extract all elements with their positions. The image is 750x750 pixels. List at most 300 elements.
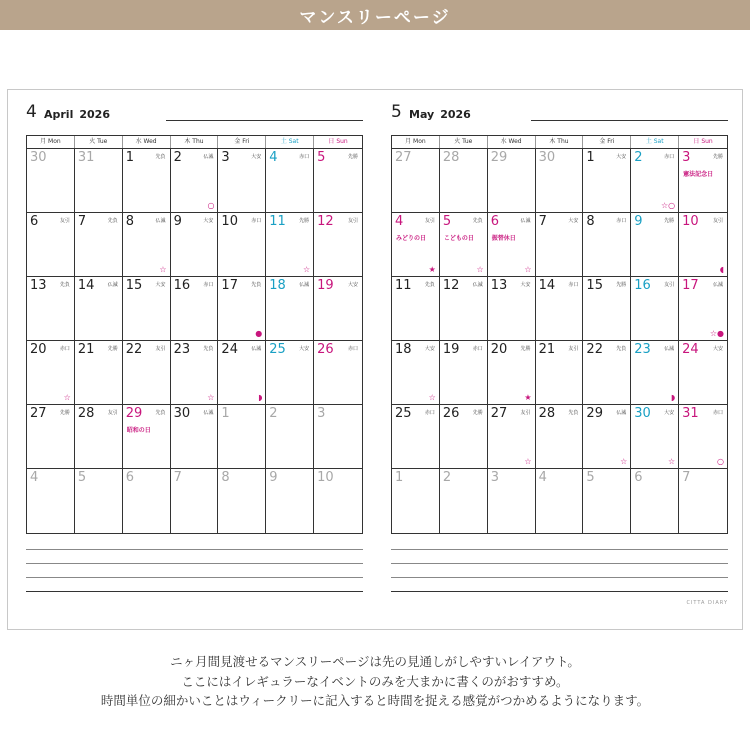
rokuyo-label: 仏滅 bbox=[107, 282, 118, 288]
rokuyo-label: 仏滅 bbox=[712, 282, 723, 288]
day-cell[interactable] bbox=[218, 149, 266, 213]
day-cell[interactable] bbox=[488, 341, 536, 405]
day-number: 6 bbox=[125, 470, 134, 485]
day-cell[interactable] bbox=[392, 341, 440, 405]
day-number: 31 bbox=[77, 150, 95, 165]
day-number: 30 bbox=[634, 406, 651, 421]
day-cell[interactable] bbox=[123, 213, 171, 277]
day-number: 23 bbox=[634, 342, 651, 357]
rokuyo-label: 友引 bbox=[664, 282, 675, 288]
day-cell[interactable] bbox=[583, 405, 631, 469]
day-cell[interactable] bbox=[27, 149, 75, 213]
moon-phase-mark: ◖ bbox=[719, 265, 724, 274]
day-cell[interactable] bbox=[631, 213, 679, 277]
rokuyo-label: 先負 bbox=[424, 282, 435, 288]
rokuyo-label: 友引 bbox=[59, 218, 70, 224]
rokuyo-label: 赤口 bbox=[203, 282, 214, 288]
day-number: 20 bbox=[30, 342, 47, 357]
day-cell[interactable] bbox=[171, 149, 219, 213]
rokuyo-label: 仏滅 bbox=[251, 346, 262, 352]
rokuyo-label: 先勝 bbox=[664, 218, 675, 224]
weekday-label: 月 Mon bbox=[27, 136, 75, 148]
day-number: 16 bbox=[634, 278, 651, 293]
day-number: 7 bbox=[173, 470, 182, 485]
day-cell[interactable] bbox=[440, 341, 488, 405]
weekday-label: 木 Thu bbox=[171, 136, 219, 148]
day-number: 9 bbox=[173, 214, 182, 229]
day-cell[interactable] bbox=[218, 277, 266, 341]
day-cell[interactable] bbox=[583, 213, 631, 277]
day-cell[interactable] bbox=[27, 469, 75, 533]
day-number: 4 bbox=[269, 150, 278, 165]
day-number: 12 bbox=[442, 278, 460, 293]
day-number: 30 bbox=[173, 406, 191, 421]
day-number: 21 bbox=[77, 342, 95, 357]
weekday-header bbox=[391, 135, 728, 149]
rokuyo-label: 仏滅 bbox=[520, 218, 531, 224]
moon-phase-mark: ☆ bbox=[667, 457, 676, 466]
rokuyo-label: 先勝 bbox=[616, 282, 627, 288]
rokuyo-label: 先負 bbox=[251, 282, 262, 288]
rokuyo-label: 赤口 bbox=[472, 346, 483, 352]
month-year: 2026 bbox=[440, 108, 471, 121]
day-number: 3 bbox=[490, 470, 499, 485]
day-number: 25 bbox=[269, 342, 286, 357]
day-number: 2 bbox=[173, 150, 182, 165]
rokuyo-label: 赤口 bbox=[424, 410, 435, 416]
day-number: 29 bbox=[125, 406, 143, 421]
day-cell[interactable] bbox=[488, 149, 536, 213]
day-number: 13 bbox=[30, 278, 47, 293]
rokuyo-label: 仏滅 bbox=[203, 154, 214, 160]
day-cell[interactable] bbox=[75, 213, 123, 277]
day-number: 22 bbox=[586, 342, 603, 357]
day-number: 30 bbox=[538, 150, 556, 165]
rokuyo-label: 赤口 bbox=[712, 410, 723, 416]
rokuyo-label: 先負 bbox=[107, 218, 118, 224]
month-year: 2026 bbox=[79, 108, 110, 121]
moon-phase-mark: ◗ bbox=[258, 393, 263, 402]
rokuyo-label: 先負 bbox=[568, 410, 579, 416]
day-cell[interactable] bbox=[536, 405, 584, 469]
day-number: 8 bbox=[586, 214, 595, 229]
day-cell[interactable] bbox=[314, 469, 362, 533]
day-cell[interactable] bbox=[75, 149, 123, 213]
caption-line-3: 時間単位の細かいことはウィークリーに記入すると時間を捉える感覚がつかめるようになります。 bbox=[100, 693, 650, 708]
day-cell[interactable] bbox=[583, 469, 631, 533]
header-title: マンスリーページ bbox=[299, 7, 451, 28]
day-number: 13 bbox=[490, 278, 508, 293]
day-cell[interactable] bbox=[392, 277, 440, 341]
day-cell[interactable] bbox=[123, 277, 171, 341]
rokuyo-label: 友引 bbox=[155, 346, 166, 352]
day-cell[interactable] bbox=[536, 213, 584, 277]
calendar-days bbox=[391, 149, 728, 534]
holiday-label: 憲法記念日 bbox=[683, 171, 714, 178]
day-number: 14 bbox=[77, 278, 95, 293]
day-cell[interactable] bbox=[536, 277, 584, 341]
day-number: 5 bbox=[442, 214, 452, 229]
day-number: 24 bbox=[682, 342, 699, 357]
holiday-label: こどもの日 bbox=[443, 235, 474, 242]
day-number: 15 bbox=[586, 278, 603, 293]
day-number: 1 bbox=[586, 150, 595, 165]
rokuyo-label: 赤口 bbox=[568, 282, 579, 288]
day-cell[interactable] bbox=[679, 149, 727, 213]
day-cell[interactable] bbox=[583, 277, 631, 341]
day-number: 27 bbox=[395, 150, 412, 165]
day-cell[interactable] bbox=[440, 277, 488, 341]
month-title-rule bbox=[531, 120, 728, 121]
rokuyo-label: 大安 bbox=[712, 346, 723, 352]
day-cell[interactable] bbox=[631, 469, 679, 533]
rokuyo-label: 友引 bbox=[347, 218, 358, 224]
month-may bbox=[391, 102, 728, 485]
note-line bbox=[26, 591, 363, 592]
month-name-text: April bbox=[44, 108, 74, 121]
moon-phase-mark: ○ bbox=[717, 457, 724, 466]
day-cell[interactable] bbox=[536, 469, 584, 533]
rokuyo-label: 大安 bbox=[155, 282, 166, 288]
note-line bbox=[26, 577, 363, 578]
day-cell[interactable] bbox=[314, 341, 362, 405]
rokuyo-label: 赤口 bbox=[251, 218, 262, 224]
rokuyo-label: 大安 bbox=[664, 410, 675, 416]
day-number: 25 bbox=[395, 406, 412, 421]
day-number: 5 bbox=[77, 470, 87, 485]
day-number: 26 bbox=[317, 342, 334, 357]
moon-phase-mark: ★ bbox=[524, 393, 532, 402]
moon-phase-mark: ☆ bbox=[476, 265, 484, 274]
monthly-spread bbox=[7, 89, 743, 630]
day-number: 23 bbox=[173, 342, 191, 357]
day-cell[interactable] bbox=[171, 213, 219, 277]
day-cell[interactable] bbox=[218, 405, 266, 469]
caption-line-1: ニヶ月間見渡せるマンスリーページは先の見通しがしやすいレイアウト。 bbox=[170, 654, 580, 669]
moon-phase-mark: ◗ bbox=[670, 393, 676, 402]
day-number: 1 bbox=[125, 150, 134, 165]
day-number: 17 bbox=[682, 278, 699, 293]
rokuyo-label: 大安 bbox=[568, 218, 579, 224]
day-number: 16 bbox=[173, 278, 191, 293]
day-cell[interactable] bbox=[679, 277, 727, 341]
day-cell[interactable] bbox=[488, 469, 536, 533]
day-cell[interactable] bbox=[266, 469, 314, 533]
rokuyo-label: 仏滅 bbox=[299, 282, 310, 288]
moon-phase-mark: ☆● bbox=[709, 329, 724, 338]
day-cell[interactable] bbox=[75, 469, 123, 533]
day-cell[interactable] bbox=[218, 341, 266, 405]
day-number: 19 bbox=[317, 278, 334, 293]
day-cell[interactable] bbox=[75, 277, 123, 341]
day-number: 28 bbox=[442, 150, 460, 165]
rokuyo-label: 仏滅 bbox=[472, 282, 483, 288]
rokuyo-label: 友引 bbox=[107, 410, 118, 416]
day-cell[interactable] bbox=[266, 341, 314, 405]
rokuyo-label: 先負 bbox=[155, 154, 166, 160]
day-cell[interactable] bbox=[631, 149, 679, 213]
rokuyo-label: 友引 bbox=[520, 410, 531, 416]
rokuyo-label: 赤口 bbox=[299, 154, 310, 160]
moon-phase-mark: ☆○ bbox=[660, 201, 676, 210]
day-cell[interactable] bbox=[314, 213, 362, 277]
weekday-label: 水 Wed bbox=[123, 136, 171, 148]
day-number: 5 bbox=[317, 150, 326, 165]
day-number: 4 bbox=[30, 470, 39, 485]
day-number: 10 bbox=[317, 470, 334, 485]
rokuyo-label: 大安 bbox=[299, 346, 310, 352]
weekday-label: 日 Sun bbox=[693, 138, 713, 145]
day-number: 9 bbox=[269, 470, 278, 485]
weekday-label: 日 Sun bbox=[328, 138, 348, 145]
moon-phase-mark: ☆ bbox=[63, 393, 71, 402]
rokuyo-label: 大安 bbox=[616, 154, 627, 160]
weekday-label: 金 Fri bbox=[218, 136, 266, 148]
weekday-label: 火 Tue bbox=[75, 136, 123, 148]
rokuyo-label: 先負 bbox=[472, 218, 483, 224]
month-name bbox=[409, 108, 471, 121]
day-number: 10 bbox=[682, 214, 699, 229]
moon-phase-mark: ● bbox=[255, 329, 263, 338]
month-header bbox=[26, 102, 363, 126]
day-number: 29 bbox=[586, 406, 603, 421]
day-number: 28 bbox=[77, 406, 95, 421]
day-cell[interactable] bbox=[75, 405, 123, 469]
day-cell[interactable] bbox=[392, 405, 440, 469]
note-line bbox=[26, 563, 363, 564]
day-cell[interactable] bbox=[631, 341, 679, 405]
day-cell[interactable] bbox=[679, 341, 727, 405]
rokuyo-label: 仏滅 bbox=[664, 346, 675, 352]
rokuyo-label: 大安 bbox=[347, 282, 358, 288]
day-cell[interactable] bbox=[266, 149, 314, 213]
day-cell[interactable] bbox=[631, 277, 679, 341]
moon-phase-mark: ○ bbox=[207, 201, 215, 210]
calendar-grid bbox=[26, 135, 363, 534]
day-cell[interactable] bbox=[171, 341, 219, 405]
weekday-label: 月 Mon bbox=[392, 136, 440, 148]
holiday-label: 昭和の日 bbox=[126, 427, 151, 434]
day-number: 8 bbox=[125, 214, 134, 229]
day-number: 6 bbox=[490, 214, 499, 229]
day-number: 9 bbox=[634, 214, 643, 229]
day-cell[interactable] bbox=[440, 405, 488, 469]
day-cell[interactable] bbox=[392, 149, 440, 213]
day-number: 27 bbox=[30, 406, 47, 421]
weekday-label: 土 Sat bbox=[631, 136, 679, 148]
note-line bbox=[26, 549, 363, 550]
moon-phase-mark: ☆ bbox=[524, 265, 532, 274]
note-line bbox=[391, 549, 728, 550]
weekday-header bbox=[26, 135, 363, 149]
day-cell[interactable] bbox=[75, 341, 123, 405]
day-number: 19 bbox=[442, 342, 460, 357]
rokuyo-label: 先勝 bbox=[107, 346, 118, 352]
day-number: 31 bbox=[682, 406, 699, 421]
day-cell[interactable] bbox=[266, 277, 314, 341]
rokuyo-label: 仏滅 bbox=[155, 218, 166, 224]
month-april bbox=[26, 102, 363, 485]
day-number: 17 bbox=[221, 278, 238, 293]
moon-phase-mark: ☆ bbox=[302, 265, 311, 274]
day-cell[interactable] bbox=[123, 149, 171, 213]
note-line bbox=[391, 563, 728, 564]
day-cell[interactable] bbox=[314, 149, 362, 213]
weekday-label: 金 Fri bbox=[583, 136, 631, 148]
day-cell[interactable] bbox=[440, 149, 488, 213]
day-number: 6 bbox=[30, 214, 39, 229]
day-number: 28 bbox=[538, 406, 556, 421]
day-number: 1 bbox=[395, 470, 404, 485]
day-cell[interactable] bbox=[218, 213, 266, 277]
rokuyo-label: 友引 bbox=[424, 218, 435, 224]
day-cell[interactable] bbox=[679, 405, 727, 469]
day-number: 2 bbox=[269, 406, 278, 421]
day-number: 11 bbox=[269, 214, 286, 229]
day-number: 27 bbox=[490, 406, 508, 421]
day-cell[interactable] bbox=[27, 341, 75, 405]
day-number: 11 bbox=[395, 278, 412, 293]
month-name-text: May bbox=[409, 108, 435, 121]
day-cell[interactable] bbox=[440, 213, 488, 277]
note-line bbox=[391, 591, 728, 592]
rokuyo-label: 先勝 bbox=[712, 154, 723, 160]
day-number: 8 bbox=[221, 470, 230, 485]
day-number: 22 bbox=[125, 342, 143, 357]
day-cell[interactable] bbox=[314, 405, 362, 469]
rokuyo-label: 赤口 bbox=[59, 346, 70, 352]
caption-line-2: ここにはイレギュラーなイベントのみを大まかに書くのがおすすめ。 bbox=[181, 674, 569, 689]
day-cell[interactable] bbox=[488, 277, 536, 341]
day-cell[interactable] bbox=[631, 405, 679, 469]
rokuyo-label: 大安 bbox=[424, 346, 435, 352]
rokuyo-label: 先勝 bbox=[347, 154, 358, 160]
day-cell[interactable] bbox=[679, 213, 727, 277]
day-cell[interactable] bbox=[536, 341, 584, 405]
day-number: 18 bbox=[395, 342, 412, 357]
day-cell[interactable] bbox=[392, 469, 440, 533]
day-number: 10 bbox=[221, 214, 238, 229]
rokuyo-label: 大安 bbox=[520, 282, 531, 288]
day-cell[interactable] bbox=[27, 213, 75, 277]
day-number: 3 bbox=[682, 150, 691, 165]
day-number: 24 bbox=[221, 342, 238, 357]
moon-phase-mark: ☆ bbox=[620, 457, 628, 466]
month-number: 5 bbox=[391, 102, 402, 122]
day-cell[interactable] bbox=[536, 149, 584, 213]
day-number: 30 bbox=[30, 150, 47, 165]
day-cell[interactable] bbox=[314, 277, 362, 341]
day-number: 3 bbox=[221, 150, 230, 165]
rokuyo-label: 先勝 bbox=[520, 346, 531, 352]
day-cell[interactable] bbox=[27, 405, 75, 469]
rokuyo-label: 先負 bbox=[155, 410, 166, 416]
rokuyo-label: 大安 bbox=[203, 218, 214, 224]
rokuyo-label: 先負 bbox=[616, 346, 627, 352]
rokuyo-label: 赤口 bbox=[616, 218, 627, 224]
day-number: 14 bbox=[538, 278, 556, 293]
calendar-days bbox=[26, 149, 363, 534]
day-cell[interactable] bbox=[583, 149, 631, 213]
rokuyo-label: 先勝 bbox=[472, 410, 483, 416]
rokuyo-label: 大安 bbox=[251, 154, 262, 160]
day-cell[interactable] bbox=[171, 405, 219, 469]
day-number: 21 bbox=[538, 342, 556, 357]
day-number: 2 bbox=[442, 470, 452, 485]
rokuyo-label: 仏滅 bbox=[203, 410, 214, 416]
weekday-label: 水 Wed bbox=[488, 136, 536, 148]
day-cell[interactable] bbox=[27, 277, 75, 341]
brand-label: CITTA DIARY bbox=[686, 600, 728, 606]
day-cell[interactable] bbox=[440, 469, 488, 533]
weekday-label: 木 Thu bbox=[536, 136, 584, 148]
rokuyo-label: 先負 bbox=[59, 282, 70, 288]
day-cell[interactable] bbox=[218, 469, 266, 533]
day-cell[interactable] bbox=[488, 213, 536, 277]
month-title-rule bbox=[166, 120, 363, 121]
day-cell[interactable] bbox=[171, 277, 219, 341]
day-number: 7 bbox=[77, 214, 87, 229]
holiday-label: 振替休日 bbox=[491, 235, 516, 242]
month-header bbox=[391, 102, 728, 126]
day-cell[interactable] bbox=[123, 341, 171, 405]
day-number: 5 bbox=[586, 470, 595, 485]
rokuyo-label: 先負 bbox=[203, 346, 214, 352]
rokuyo-label: 友引 bbox=[712, 218, 723, 224]
weekday-label: 火 Tue bbox=[440, 136, 488, 148]
day-number: 4 bbox=[538, 470, 547, 485]
rokuyo-label: 赤口 bbox=[347, 346, 358, 352]
day-cell[interactable] bbox=[123, 405, 171, 469]
month-name bbox=[44, 108, 110, 121]
day-number: 26 bbox=[442, 406, 460, 421]
day-cell[interactable] bbox=[583, 341, 631, 405]
day-cell[interactable] bbox=[392, 213, 440, 277]
rokuyo-label: 赤口 bbox=[664, 154, 675, 160]
day-number: 1 bbox=[221, 406, 230, 421]
day-number: 7 bbox=[682, 470, 691, 485]
day-cell[interactable] bbox=[266, 405, 314, 469]
calendar-grid bbox=[391, 135, 728, 534]
day-number: 2 bbox=[634, 150, 643, 165]
day-cell[interactable] bbox=[171, 469, 219, 533]
moon-phase-mark: ☆ bbox=[207, 393, 215, 402]
moon-phase-mark: ☆ bbox=[159, 265, 167, 274]
note-line bbox=[391, 577, 728, 578]
day-cell[interactable] bbox=[266, 213, 314, 277]
day-cell[interactable] bbox=[123, 469, 171, 533]
day-cell[interactable] bbox=[679, 469, 727, 533]
day-number: 20 bbox=[490, 342, 508, 357]
day-number: 15 bbox=[125, 278, 143, 293]
holiday-label: みどりの日 bbox=[396, 235, 427, 242]
rokuyo-label: 仏滅 bbox=[616, 410, 627, 416]
month-number: 4 bbox=[26, 102, 37, 122]
day-number: 3 bbox=[317, 406, 326, 421]
day-number: 12 bbox=[317, 214, 334, 229]
day-number: 29 bbox=[490, 150, 508, 165]
day-number: 18 bbox=[269, 278, 286, 293]
weekday-label: 土 Sat bbox=[266, 136, 314, 148]
rokuyo-label: 先勝 bbox=[299, 218, 310, 224]
moon-phase-mark: ★ bbox=[428, 265, 436, 274]
day-number: 7 bbox=[538, 214, 547, 229]
header-banner bbox=[0, 0, 750, 30]
day-cell[interactable] bbox=[488, 405, 536, 469]
day-number: 4 bbox=[395, 214, 404, 229]
rokuyo-label: 先勝 bbox=[59, 410, 70, 416]
day-number: 6 bbox=[634, 470, 643, 485]
